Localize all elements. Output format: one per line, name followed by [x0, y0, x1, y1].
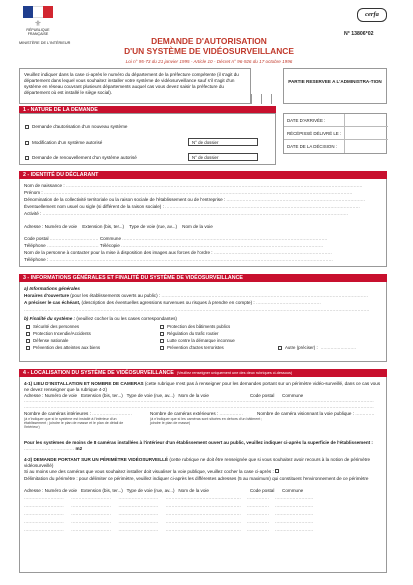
cerfa-number: N° 13806*02	[344, 31, 374, 37]
dossier-field-2[interactable]: N° de dossier	[188, 153, 258, 161]
purpose-option[interactable]: Prévention d'actes terroristes	[160, 344, 235, 351]
location-heading: 4-1) LIEU D'INSTALLATION ET NOMBRE DE CAMERAS (cette rubrique n'est pas à renseigner pour les demandes portant sur un périmètre vidéo-surveillé, dans ce cas vous ne devez renseigner que la rubrique 4-2)	[24, 381, 381, 392]
location-address-line[interactable]: .............................................................................................................................................................................................................................................	[24, 404, 374, 409]
section-2-title: 2 - IDENTITÉ DU DÉCLARANT	[19, 171, 387, 179]
perimeter-heading: 4-2) DEMANDE PORTANT SUR UN PÉRIMÈTRE VIDÉOSURVEILLÉ (cette rubrique ne doit être renseignée que si vous souhaitez avoir recours à la notion de périmètre vidéosurveillé)	[24, 457, 371, 468]
section-4-title: 4 - LOCALISATION DU SYSTÈME DE VIDÉOSURVEILLANCE (Veuillez renseigner uniquement une des deux rubriques ci-dessous)	[19, 369, 387, 377]
field-first-name[interactable]: Prénom : .................................................................................................................................................................................................................	[24, 190, 353, 195]
cams-int-note: (à n'indiquer que si le système est installé à l'intérieur d'un établissement ; joindre le plan de masse et le plan de détail de l'intérieur)	[24, 417, 124, 430]
republic-label: RÉPUBLIQUE FRANÇAISE	[26, 28, 50, 36]
flag-icon	[23, 6, 53, 18]
purpose-option[interactable]: Régulation du trafic routier	[160, 330, 235, 337]
field-contact-phone[interactable]: Téléphone : ................................................................................................................................................................................................	[24, 257, 333, 262]
purpose-option[interactable]: Défense nationale	[26, 337, 100, 344]
date-arrival[interactable]: DATE D'ARRIVÉE :	[284, 114, 388, 127]
checkbox[interactable]	[25, 125, 29, 129]
location-address-line[interactable]: .............................................................................................................................................................................................................................................	[24, 398, 374, 403]
field-company[interactable]: Dénomination de la collectivité territoriale ou la raison sociale de l'établissement ou de l'entreprise : ..............................................................................................	[24, 197, 366, 202]
field-risks[interactable]: A préciser le cas échéant, (description des éventuelles agressions survenues ou risques à prendre en compte) : ............................................	[24, 300, 321, 305]
section-1-box	[19, 113, 276, 165]
cams-int-field[interactable]: Nombre de caméras intérieures : ...........................	[24, 411, 133, 416]
field-usual-name[interactable]: Éventuellement nom usuel ou sigle (si différent de la raison sociale) : ....................................................................................................................................	[24, 204, 361, 209]
purpose-col-1	[26, 323, 100, 351]
option-new[interactable]: Demande d'autorisation d'un nouveau système	[25, 124, 127, 130]
perimeter-address-line[interactable]: ........................... ........................... ........................... ................................................... ............... ..........................	[24, 527, 314, 532]
section-1-title: 1 - NATURE DE LA DEMANDE	[19, 106, 276, 114]
perimeter-address-line[interactable]: ........................... ........................... ........................... ................................................... ............... ..........................	[24, 519, 314, 524]
purpose-option[interactable]: Lutte contre la démarque inconnue	[160, 337, 235, 344]
field-birth-name[interactable]: Nom de naissance : .........................................................................................................................................................................................................	[24, 183, 363, 188]
section-2-box	[19, 179, 387, 267]
intro-text: Veuillez indiquer dans la case ci-après le numéro du département de la préfecture compétente (il s'agit du département dans lequel vous souhaitez installer votre système de vidéosurveillance sauf s'il s'agit d'un système en réseau couvrant plusieurs départements auquel cas vous devez saisir la préfecture du département où est installé le siège social).	[19, 68, 251, 104]
perimeter-address-labels: Adresse : Numéro de voie Extension (bis, ter...) Type de voie (rue, av...) Nom de la voie Code postal Commune	[24, 488, 304, 493]
option-renewal[interactable]: Demande de renouvellement d'un système autorisé	[25, 155, 137, 161]
info-heading: a) Informations générales	[24, 286, 80, 291]
option-modification[interactable]: Modification d'un système autorisé	[25, 140, 102, 146]
ministry-label: MINISTÈRE DE L'INTÉRIEUR	[19, 41, 71, 45]
field-phone[interactable]: Téléphone ................................... Télécopie .........................................................................................................................................	[24, 243, 324, 248]
field-postal[interactable]: Code postal ................................. Commune ...........................................................................................................................................	[24, 236, 328, 241]
perimeter-public-road[interactable]: Si au moins une des caméras que vous souhaitez installer doit visualiser la voie publique, veuillez cocher la case ci-après :	[24, 469, 279, 475]
field-hours[interactable]: Horaires d'ouverture (pour les établissements ouverts au public) : ............................................................................................................................................	[24, 293, 369, 298]
checkbox[interactable]	[25, 141, 29, 145]
admin-reserved-box: PARTIE RESERVEE A L'ADMINISTRA-TION	[283, 68, 387, 104]
purpose-option[interactable]: Protection Incendie/Accidents	[26, 330, 100, 337]
perimeter-definition: Délimitation du périmètre : pour délimiter ce périmètre, veuillez indiquer ci-après les différentes adresses (5 au maximum) qui constituent l'environnement de ce périmètre	[24, 476, 369, 481]
purpose-option[interactable]: Sécurité des personnes	[26, 323, 100, 330]
section-4-box	[19, 377, 387, 573]
cerfa-logo: cerfa	[357, 8, 387, 22]
admin-dates	[283, 113, 387, 154]
cams-ext-note: (à n'indiquer que si les caméras sont situées en dehors d'un bâtiment ; joindre le plan de masse)	[150, 417, 263, 426]
purpose-other	[278, 344, 356, 351]
cams-ext-field[interactable]: Nombre de caméras extérieures : ................	[150, 411, 244, 416]
purpose-heading: b) Finalité du système : (veuillez cocher la ou les cases correspondantes)	[24, 316, 177, 321]
field-contact[interactable]: Nom de la personne à contacter pour la mise à disposition des images aux forces de l'ordre : ................................................................................	[24, 250, 332, 255]
address-labels: Adresse : Numéro de voie Extension (bis, ter...) Type de voie (rue, av...) Nom de la voie	[24, 224, 213, 229]
location-address-labels: Adresse : Numéro de voie Extension (bis, ter...) Type de voie (rue, av...) Nom de la voie Code postal Commune	[24, 393, 304, 398]
perimeter-address-line[interactable]: ........................... ........................... ........................... ................................................... ............... ..........................	[24, 503, 314, 508]
purpose-option-other[interactable]: Autre (préciser) : .........................	[278, 344, 356, 351]
section-3-title: 3 - INFORMATIONS GÉNÉRALES ET FINALITÉ DU SYSTÈME DE VIDÉOSURVEILLANCE	[19, 274, 387, 282]
surface-question: Pour les systèmes de moins de 8 caméras installées à l'intérieur d'un établissement ouvert au public, veuillez indiquer ci-après la superficie de l'établissement : .................................. m2	[24, 440, 373, 451]
page-subtitle: Loi n° 95-73 du 21 janvier 1995 - Article 10 - Décret n° 96-926 du 17 octobre 1996	[125, 59, 293, 64]
section-3-box	[19, 282, 387, 362]
marianne-logo: ⚜ RÉPUBLIQUE FRANÇAISE	[19, 6, 57, 39]
dossier-field-1[interactable]: N° de dossier	[188, 138, 258, 146]
checkbox[interactable]	[25, 156, 29, 160]
field-activity[interactable]: Activité : ...............................................................................................................................................................................................................	[24, 211, 349, 216]
date-decision[interactable]: DATE DE LA DÉCISION :	[284, 140, 388, 153]
department-input[interactable]	[251, 94, 281, 104]
risks-continued[interactable]: ..........................................................................................................................................................................................................................................	[24, 307, 370, 312]
checkbox[interactable]	[275, 469, 279, 473]
perimeter-address-line[interactable]: ........................... ........................... ........................... ................................................... ............... ..........................	[24, 511, 314, 516]
cams-public-field[interactable]: Nombre de caméra visionnant la voie publique : .............	[257, 411, 375, 416]
page-title: DEMANDE D'AUTORISATION D'UN SYSTÈME DE VIDÉOSURVEILLANCE	[124, 36, 294, 56]
purpose-option[interactable]: Protection des bâtiments publics	[160, 323, 235, 330]
purpose-col-2	[160, 323, 235, 351]
perimeter-address-line[interactable]: ........................... ........................... ........................... ................................................... ............... ..........................	[24, 495, 314, 500]
date-receipt[interactable]: RÉCÉPISSÉ DÉLIVRÉ LE :	[284, 127, 388, 140]
purpose-option[interactable]: Prévention des atteintes aux biens	[26, 344, 100, 351]
